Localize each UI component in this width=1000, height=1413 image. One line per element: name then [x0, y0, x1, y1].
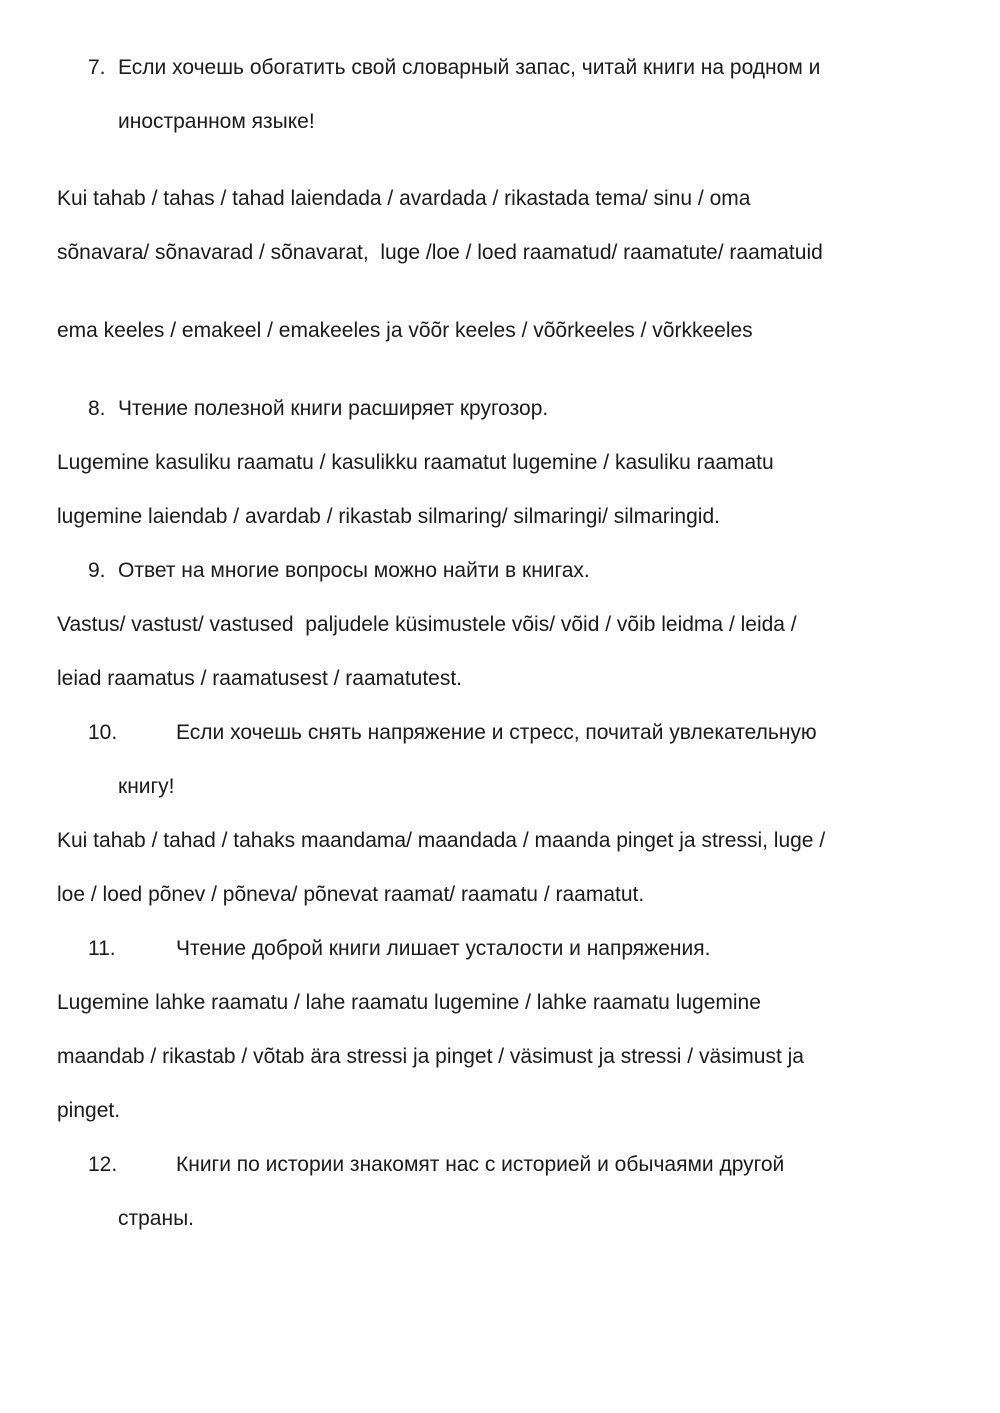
question-line: Если хочешь обогатить свой словарный запас, читай книги на родном и — [118, 56, 821, 79]
question-line: иностранном языке! — [118, 110, 315, 133]
item-number: 7. — [88, 56, 106, 79]
question-line: Ответ на многие вопросы можно найти в книгах. — [118, 559, 590, 582]
question-line: Если хочешь снять напряжение и стресс, почитай увлекательную — [176, 721, 817, 744]
answer-line: loe / loed põnev / põneva/ põnevat raamat/ raamatu / raamatut. — [57, 883, 645, 906]
answer-line: ema keeles / emakeel / emakeeles ja võõr keeles / võõrkeeles / võrkkeeles — [57, 319, 753, 342]
item-number: 10. — [88, 721, 118, 744]
answer-line: Kui tahab / tahas / tahad laiendada / avardada / rikastada tema/ sinu / oma — [57, 187, 751, 210]
answer-line: Kui tahab / tahad / tahaks maandama/ maandada / maanda pinget ja stressi, luge / — [57, 829, 826, 852]
answer-line: leiad raamatus / raamatusest / raamatutest. — [57, 667, 463, 690]
item-number: 8. — [88, 397, 106, 420]
answer-line: maandab / rikastab / võtab ära stressi ja pinget / väsimust ja stressi / väsimust ja — [57, 1045, 804, 1068]
answer-line: sõnavara/ sõnavarad / sõnavarat, luge /loe / loed raamatud/ raamatute/ raamatuid — [57, 241, 823, 264]
answer-line: lugemine laiendab / avardab / rikastab silmaring/ silmaringi/ silmaringid. — [57, 505, 720, 528]
answer-line: Vastus/ vastust/ vastused paljudele küsimustele võis/ võid / võib leidma / leida / — [57, 613, 797, 636]
item-number: 12. — [88, 1153, 118, 1176]
question-line: Чтение доброй книги лишает усталости и напряжения. — [176, 937, 711, 960]
item-number: 11. — [88, 937, 116, 960]
item-number: 9. — [88, 559, 106, 582]
question-line: Чтение полезной книги расширяет кругозор. — [118, 397, 549, 420]
question-line: страны. — [118, 1207, 195, 1230]
question-line: Книги по истории знакомят нас с историей и обычаями другой — [176, 1153, 785, 1176]
answer-line: pinget. — [57, 1099, 121, 1122]
answer-line: Lugemine lahke raamatu / lahe raamatu lugemine / lahke raamatu lugemine — [57, 991, 761, 1014]
question-line: книгу! — [118, 775, 175, 798]
answer-line: Lugemine kasuliku raamatu / kasulikku raamatut lugemine / kasuliku raamatu — [57, 451, 774, 474]
